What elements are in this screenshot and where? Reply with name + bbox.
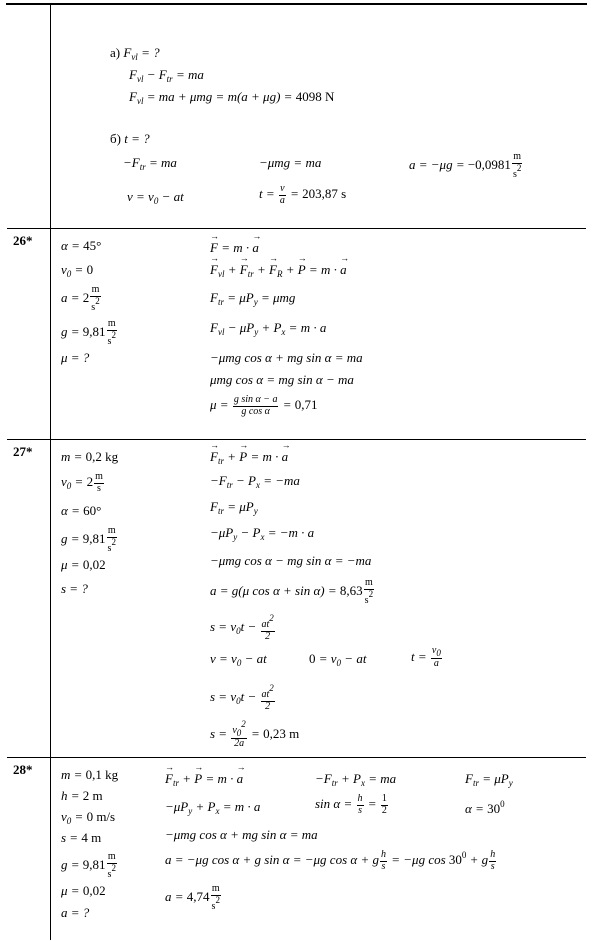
given: μ = 0,02 — [61, 557, 106, 572]
given: a = ? — [61, 905, 90, 920]
equation: t = $\frac{v0}{a}$ — [411, 645, 441, 670]
equation: −μmg cos α + mg sin α = ma — [165, 827, 318, 842]
table-row — [7, 228, 586, 439]
equation: $-F_{tr} - P_x = -ma$ — [210, 473, 300, 490]
given: h = 2 m — [61, 788, 103, 803]
equation: $v = v_0$ − at — [210, 651, 267, 668]
equation: a = −μg cos α + g sin α = −μg cos α + g $\frac{h}{s}$ = −μg $\cos 30^0 + g$ $\frac{h}{s}$ — [165, 849, 496, 872]
given: g = 9,81 $\frac{m}{s2}$ — [61, 525, 116, 554]
equation: $F_{tr} = \mu P_y$ — [465, 771, 513, 788]
number-cell — [7, 758, 51, 940]
equation: $-\mu P_y + P_x = m \cdot a$ — [165, 799, 261, 816]
table-row — [7, 4, 586, 228]
equation: → F = m · → a — [210, 241, 259, 254]
number-cell — [7, 4, 51, 228]
equation: sin α = $\frac{h}{s}$ = $\frac{1}{2}$ — [315, 793, 387, 816]
given: s = 4 m — [61, 830, 102, 845]
equation: б) t = ? — [110, 131, 150, 146]
equation: $s = v_0t$ − $\frac{at2}{2}$ — [210, 683, 274, 712]
equation: $s = v_0t$ − $\frac{at2}{2}$ — [210, 613, 274, 642]
equation: $-\mu P_y - P_x = -m \cdot a$ — [210, 525, 315, 542]
row-number: 26* — [13, 233, 33, 248]
equation: t = $\frac{v}{a}$ = 203,87 s — [259, 183, 347, 206]
given: a = 2 $\frac{m}{s2}$ — [61, 284, 100, 313]
equation: a = 4,74 $\frac{m}{s2}$ — [165, 883, 220, 912]
table-row — [7, 439, 586, 757]
given: μ = ? — [61, 350, 90, 365]
equation: μ = $\frac{\text{g sin α − a}}{\text{g cos α}}$ = 0,71 — [210, 394, 318, 417]
table-row — [7, 757, 586, 940]
equation: μmg cos α = mg sin α − ma — [210, 372, 354, 387]
equation: −μmg cos α − mg sin α = −ma — [210, 553, 372, 568]
equation: → $F_{tr}$ + → P = m · → a — [165, 772, 243, 788]
given: m = 0,2 kg — [61, 449, 119, 464]
given: g = 9,81 $\frac{m}{s2}$ — [61, 318, 116, 347]
equation: → $F_{vl}$ + → $F_{tr}$ + → $F_R$ + → P = m · → a — [210, 263, 347, 279]
equation: −μmg = ma — [259, 155, 322, 170]
given: $v_0 = 0$ — [61, 262, 94, 279]
equation: $v = v_0$ − at — [127, 189, 184, 206]
equation: $F_{vl} - \mu P_y + P_x = m \cdot a$ — [210, 320, 327, 337]
number-cell — [7, 440, 51, 757]
given: $v_0 = 0$ m/s — [61, 809, 116, 826]
given: g = 9,81 $\frac{m}{s2}$ — [61, 851, 116, 880]
equation: a = g(μ cos α + sin α) = 8,63 $\frac{m}{s2}$ — [210, 577, 374, 606]
equation: s = $\frac{v02}{2a}$ = 0,23 m — [210, 719, 300, 750]
equation: $-F_{tr}$ = ma — [123, 155, 177, 172]
number-cell — [7, 229, 51, 439]
equation: $-F_{tr} + P_x$ = ma — [315, 771, 397, 788]
equation: −μmg cos α + mg sin α = ma — [210, 350, 363, 365]
equation: → $F_{tr}$ + → P = m · → a — [210, 450, 288, 466]
equation: $F_{vl} - F_{tr}$ = ma — [129, 67, 204, 84]
row-number: 27* — [13, 444, 33, 459]
given: s = ? — [61, 581, 88, 596]
solutions-table — [6, 3, 587, 920]
given: α = 45° — [61, 238, 102, 253]
equation: $F_{tr} = \mu P_y$ — [210, 499, 258, 516]
given: α = 60° — [61, 503, 102, 518]
given: μ = 0,02 — [61, 883, 106, 898]
equation: $0 = v_0$ − at — [309, 651, 367, 668]
equation: a) $F_{vl}$ = ? — [110, 45, 160, 62]
given: $v_0 = 2$ $\frac{m}{s}$ — [61, 471, 103, 494]
row-number: 28* — [13, 762, 33, 777]
equation: $F_{vl}$ = ma + μmg = m(a + μg) = 4098 N — [129, 89, 335, 106]
given: m = 0,1 kg — [61, 767, 119, 782]
equation: $\alpha = 30^0$ — [465, 799, 505, 816]
equation: a = −μg = −0,0981 $\frac{m}{s2}$ — [409, 151, 522, 180]
equation: $F_{tr} = \mu P_y = \mu mg$ — [210, 290, 296, 307]
